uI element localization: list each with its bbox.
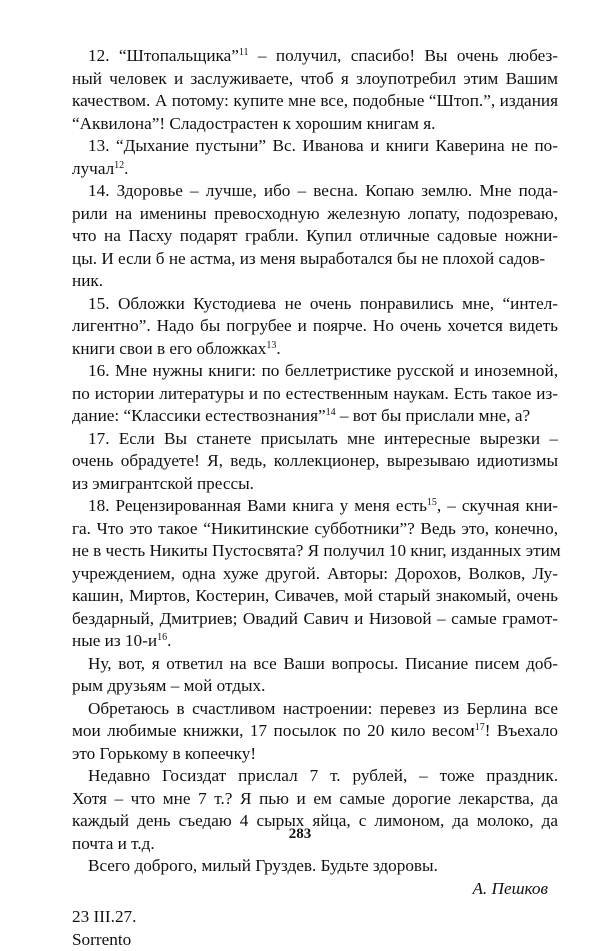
paragraph — [72, 653, 558, 698]
text-run: Недавно Госиздат прислал 7 т. рублей, – тоже праздник. — [88, 766, 558, 785]
text-run: кашин, Миртов, Костерин, Сивачев, мой старый знакомый, очень — [72, 586, 558, 605]
text-run: это Горькому в копеечку! — [72, 744, 256, 763]
text-run: Хотя – что мне 7 т.? Я пью и ем самые дорогие лекарства, да — [72, 789, 558, 808]
text-line — [72, 653, 558, 676]
text-run: ный человек и заслуживаете, чтоб я злоупотребил этим Вашим — [72, 69, 558, 88]
paragraph — [72, 135, 558, 180]
text-run: качеством. А потому: купите мне все, подобные “Штоп.”, издания — [72, 91, 558, 110]
text-line — [72, 473, 558, 496]
text-run: цы. И если б не астма, из меня выработался бы не плохой садов- — [72, 249, 545, 268]
text-run: бездарный, Дмитриев; Овадий Савич и Низовой – самые грамот- — [72, 609, 558, 628]
text-run: мои любимые книжки, 17 посылок по 20 кило весом — [72, 721, 475, 740]
letter-body — [72, 45, 558, 951]
text-run: книги свои в его обложках — [72, 339, 266, 358]
text-line — [72, 608, 558, 631]
text-run: почта и т.д. — [72, 834, 155, 853]
text-line — [72, 720, 558, 743]
text-run: 15. Обложки Кустодиева не очень понравились мне, “интел- — [88, 294, 558, 313]
footnote-marker: 16 — [157, 632, 167, 643]
signature: А. Пешков — [72, 878, 558, 901]
text-run: Обретаюсь в счастливом настроении: перевез из Берлина все — [88, 699, 558, 718]
footnote-marker: 13 — [266, 340, 276, 351]
paragraph — [72, 855, 558, 878]
text-run: 13. “Дыхание пустыни” Вс. Иванова и книги Каверина не по- — [88, 136, 558, 155]
text-line — [72, 158, 558, 181]
text-run: , – скучная кни- — [437, 496, 558, 515]
text-run: не в честь Никиты Пустосвята? Я получил 10 книг, изданных этим — [72, 541, 561, 560]
text-line — [72, 788, 558, 811]
text-run: рым друзьям – мой отдых. — [72, 676, 265, 695]
text-run: Всего доброго, милый Груздев. Будьте здоровы. — [88, 856, 438, 875]
text-run: дание: “Классики естествознания” — [72, 406, 326, 425]
text-run: . — [124, 159, 128, 178]
paragraph — [72, 180, 558, 293]
text-run: каждый день съедаю 4 сырых яйца, с лимоном, да молоко, да — [72, 811, 558, 830]
text-run: что на Пасху подарят грабли. Купил отличные садовые ножни- — [72, 226, 558, 245]
footnote-marker: 14 — [326, 407, 336, 418]
text-run: из эмигрантской прессы. — [72, 474, 254, 493]
text-line — [72, 203, 558, 226]
text-line — [72, 675, 558, 698]
text-run: га. Что это такое “Никитинские субботники”? Ведь это, конечно, — [72, 519, 558, 538]
text-run: рили на именины превосходную железную лопату, подозреваю, — [72, 204, 558, 223]
text-line — [72, 248, 558, 271]
text-line — [72, 405, 558, 428]
text-line — [72, 765, 558, 788]
text-line — [72, 180, 558, 203]
text-run: 17. Если Вы станете присылать мне интересные вырезки – — [88, 429, 558, 448]
text-line — [72, 225, 558, 248]
text-run: 16. Мне нужны книги: по беллетристике русской и иноземной, — [88, 361, 558, 380]
paragraph — [72, 45, 558, 135]
text-run: очень обрадуете! Я, ведь, коллекционер, вырезываю идиотизмы — [72, 451, 558, 470]
text-line — [72, 518, 558, 541]
letter-place: Sorrento — [72, 929, 558, 951]
footnote-marker: 12 — [114, 160, 124, 171]
text-line — [72, 540, 558, 563]
text-line — [72, 630, 558, 653]
text-line — [72, 135, 558, 158]
footnote-marker: 15 — [427, 497, 437, 508]
text-line — [72, 743, 558, 766]
text-run: учреждением, одна хуже другой. Авторы: Дорохов, Волков, Лу- — [72, 564, 558, 583]
text-line — [72, 495, 558, 518]
text-run: . — [276, 339, 280, 358]
paragraph — [72, 360, 558, 428]
paragraph — [72, 293, 558, 361]
text-run: 14. Здоровье – лучше, ибо – весна. Копаю землю. Мне пода- — [88, 181, 558, 200]
text-line — [72, 855, 558, 878]
text-line — [72, 270, 558, 293]
text-line — [72, 338, 558, 361]
paragraph — [72, 428, 558, 496]
footnote-marker: 17 — [475, 722, 485, 733]
text-run: ные из 10-и — [72, 631, 157, 650]
text-run: 12. “Штопальщика” — [88, 46, 239, 65]
text-run: . — [167, 631, 171, 650]
text-line — [72, 563, 558, 586]
text-run: 18. Рецензированная Вами книга у меня есть — [88, 496, 427, 515]
footnote-marker: 11 — [239, 47, 249, 58]
text-line — [72, 360, 558, 383]
text-line — [72, 293, 558, 316]
text-line — [72, 45, 558, 68]
text-run: ник. — [72, 271, 103, 290]
text-line — [72, 450, 558, 473]
text-line — [72, 113, 558, 136]
text-line — [72, 383, 558, 406]
text-run: по истории литературы и по естественным наукам. Есть такое из- — [72, 384, 558, 403]
text-run: Ну, вот, я ответил на все Ваши вопросы. Писание писем доб- — [88, 654, 558, 673]
text-line — [72, 428, 558, 451]
paragraph — [72, 495, 558, 653]
text-line — [72, 68, 558, 91]
text-run: – получил, спасибо! Вы очень любез- — [249, 46, 558, 65]
text-run: – вот бы прислали мне, а? — [336, 406, 531, 425]
letter-date: 23 III.27. — [72, 906, 558, 929]
page-number: 283 — [0, 826, 600, 843]
text-run: лигентно”. Надо бы погрубее и поярче. Но очень хочется видеть — [72, 316, 558, 335]
text-run: “Аквилона”! Сладострастен к хорошим книгам я. — [72, 114, 435, 133]
text-run: лучал — [72, 159, 114, 178]
paragraph — [72, 698, 558, 766]
text-line — [72, 698, 558, 721]
text-run: ! Въехало — [485, 721, 558, 740]
text-line — [72, 585, 558, 608]
text-line — [72, 315, 558, 338]
text-line — [72, 90, 558, 113]
